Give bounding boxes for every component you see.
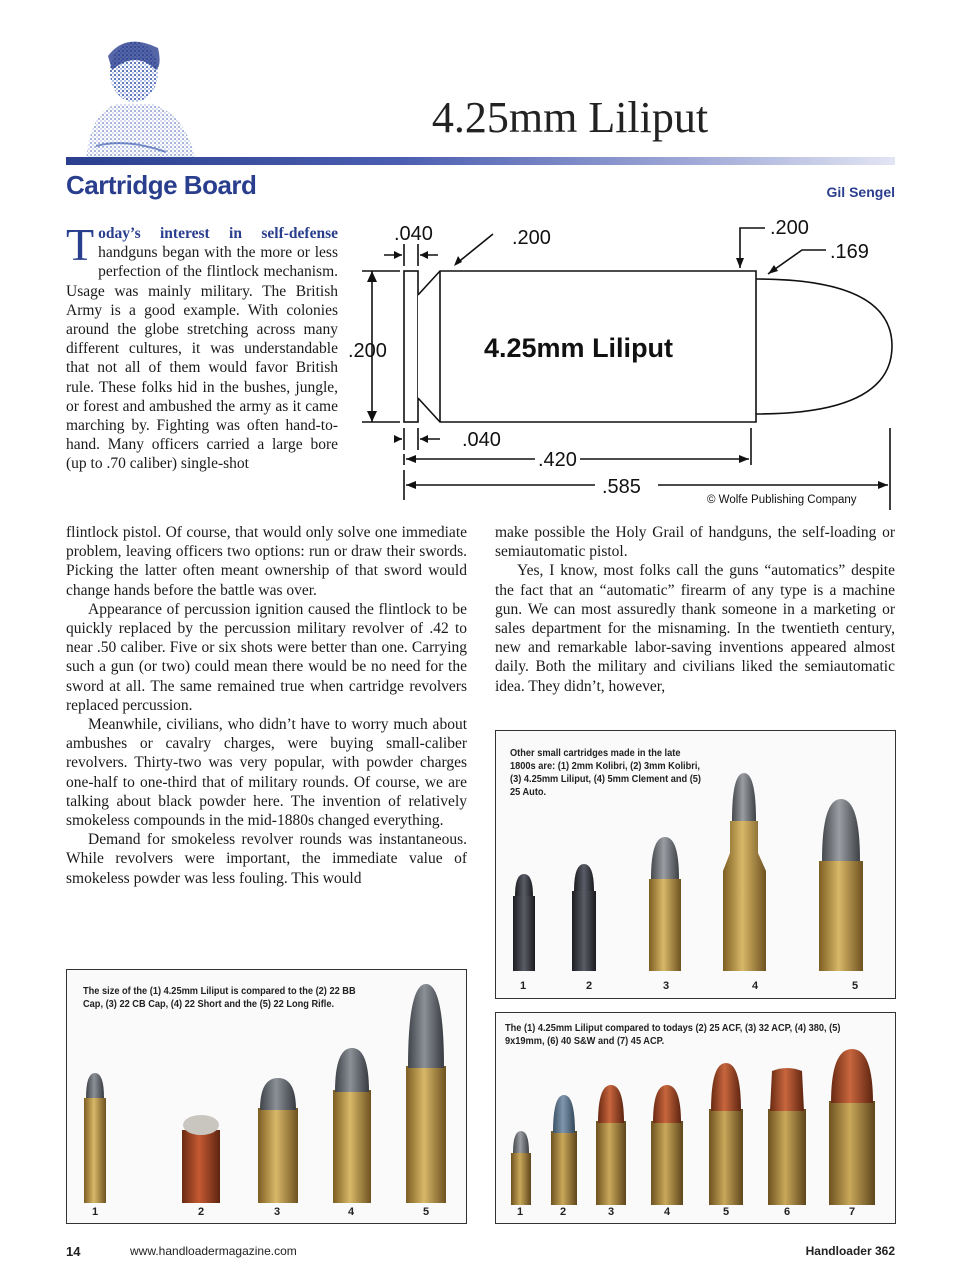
author-byline: Gil Sengel	[826, 184, 895, 200]
photo-number: 6	[784, 1206, 791, 1218]
dim-height: .200	[348, 340, 387, 362]
photo-number: 1	[520, 980, 527, 992]
photo-number: 4	[752, 980, 759, 992]
paragraph: Appearance of percussion ignition caused the flintlock to be quickly replaced by the percussion military revolver of .42 to near .50 caliber. Five or six shots were better than one. Carrying such a gun (or two) could mean there would be no need for the sword at all. The same remained true when cartridge revolvers replaced percussion.	[66, 600, 467, 714]
photo-number: 3	[274, 1206, 281, 1218]
issue-label: Handloader 362	[805, 1244, 895, 1258]
dim-case-length: .420	[538, 449, 577, 471]
photo-number: 2	[560, 1206, 567, 1218]
photo-number: 2	[586, 980, 593, 992]
photo-number: 2	[198, 1206, 205, 1218]
photo-number: 5	[423, 1206, 430, 1218]
dim-bullet: .169	[830, 241, 869, 263]
paragraph: Meanwhile, civilians, who didn’t have to worry much about ambushes or cavalry charges, were buying small-caliber revolvers. Thirty-two was very popular, with powder charges one-half to one-third that of military rounds. Of course, we are talking about black powder here. The invention of relatively smokeless compounds in the mid-1880s changed everything.	[66, 716, 467, 830]
page-number: 14	[66, 1244, 81, 1259]
copyright-note: © Wolfe Publishing Company	[707, 494, 857, 506]
photo-rimfire-comparison	[66, 969, 467, 1224]
column-right	[495, 523, 895, 696]
photo-number: 4	[664, 1206, 671, 1218]
photo-number: 1	[517, 1206, 524, 1218]
photo-number: 5	[852, 980, 859, 992]
column-left	[66, 523, 467, 888]
photo-caption: Other small cartridges made in the late 1800s are: (1) 2mm Kolibri, (2) 3mm Kolibri, (3) 4.25mm Liliput, (4) 5mm Clement and (5) 25 Auto.	[510, 747, 702, 798]
diagram-label: 4.25mm Liliput	[484, 333, 674, 363]
website-link[interactable]: www.handloadermagazine.com	[130, 1244, 297, 1258]
dim-rim: .040	[394, 223, 433, 245]
photo-number: 3	[663, 980, 670, 992]
paragraph: flintlock pistol. Of course, that would only solve one immediate problem, leaving officers two options: run or draw their swords. Picking the latter often meant ownership of that sword would change hands before the battle was over.	[66, 524, 467, 599]
photo-modern-comparison	[495, 1012, 896, 1224]
section-title: Cartridge Board	[66, 170, 257, 200]
photo-number: 5	[723, 1206, 730, 1218]
lead-text: handguns began with the more or less perfection of the flintlock mechanism. Usage was mainly military. The British Army is a good example. With colonies around the globe stretching across many different cultures, it was understandable that not all of them would favor British rule. These folks hid in the bushes, jungle, or forest and ambushed the army as it came marching by. Fighting was often hand-to-hand. Many officers carried a large bore (up to .70 caliber) single-shot	[66, 244, 338, 473]
photo-number: 1	[92, 1206, 99, 1218]
lead-paragraph	[66, 219, 338, 474]
photo-number: 4	[348, 1206, 355, 1218]
photo-caption: The size of the (1) 4.25mm Liliput is compared to the (2) 22 BB Cap, (3) 22 CB Cap, (4) 22 Short and the (5) 22 Long Rifle.	[83, 985, 356, 1010]
dim-neck: .200	[770, 217, 809, 239]
dim-rim-bottom: .040	[462, 429, 501, 451]
photo-caption: The (1) 4.25mm Liliput compared to todays (2) 25 ACF, (3) 32 ACP, (4) 380, (5) 9x19mm, (6) 40 S&W and (7) 45 ACP.	[505, 1022, 841, 1047]
paragraph: Demand for smokeless revolver rounds was instantaneous. While revolvers were important, the immediate value of smokeless powder was less fouling. This would	[66, 831, 467, 887]
header-rule	[66, 157, 895, 165]
drop-cap: T	[66, 219, 95, 270]
photo-number: 3	[608, 1206, 615, 1218]
paragraph: Yes, I know, most folks call the guns “automatics” despite the fact that an “automatic” firearm of any type is a machine gun. We can most assuredly thank someone in a marketing or sales department for the misnaming. In the twentieth century, new and remarkable labor-saving inventions appeared almost daily. Both the military and civilians liked the semiautomatic idea. They didn’t, however,	[495, 562, 895, 695]
paragraph: make possible the Holy Grail of handguns, the self-loading or semiautomatic pistol.	[495, 524, 895, 561]
photo-number: 7	[849, 1206, 856, 1218]
dim-overall-length: .585	[602, 476, 641, 498]
author-portrait-icon	[66, 26, 236, 162]
dim-case-top: .200	[512, 227, 551, 249]
lead-in: oday’s interest in self-defense	[98, 225, 338, 242]
photo-small-cartridges	[495, 730, 896, 999]
page-title: 4.25mm Liliput	[431, 93, 709, 142]
cartridge-diagram	[340, 210, 900, 515]
